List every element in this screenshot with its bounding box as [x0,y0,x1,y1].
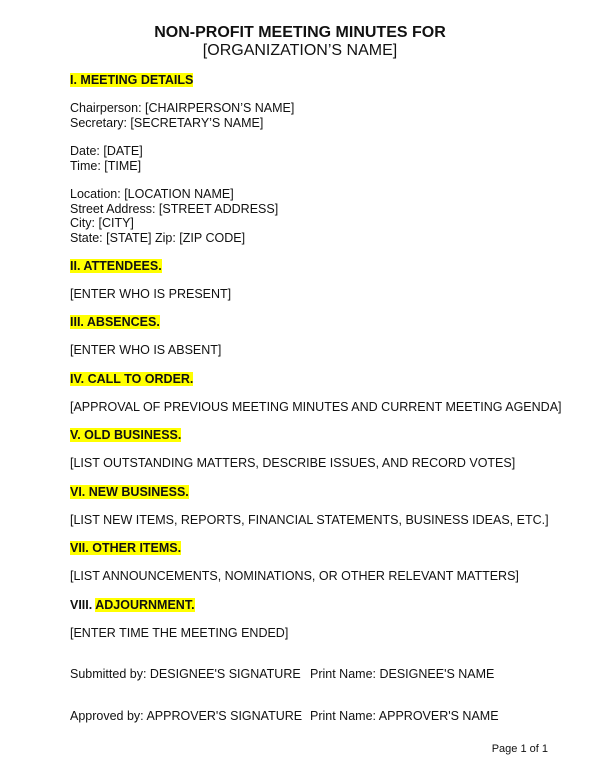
call-to-order-body: [APPROVAL OF PREVIOUS MEETING MINUTES AND CURRENT MEETING AGENDA] [70,400,562,414]
heading-other-items: VII. OTHER ITEMS. [70,541,182,555]
heading-call-to-order: IV. CALL TO ORDER. [70,372,194,386]
other-items-body: [LIST ANNOUNCEMENTS, NOMINATIONS, OR OTHER RELEVANT MATTERS] [70,569,519,583]
old-business-body: [LIST OUTSTANDING MATTERS, DESCRIBE ISSUES, AND RECORD VOTES] [70,456,516,470]
state-zip-line: State: [STATE] Zip: [ZIP CODE] [70,231,246,245]
heading-old-business: V. OLD BUSINESS. [70,428,182,442]
new-business-body: [LIST NEW ITEMS, REPORTS, FINANCIAL STATEMENTS, BUSINESS IDEAS, ETC.] [70,513,549,527]
submitted-by-signature: Submitted by: DESIGNEE'S SIGNATURE [70,667,301,681]
date-line: Date: [DATE] [70,144,143,158]
heading-attendees: II. ATTENDEES. [70,259,162,273]
adjournment-body: [ENTER TIME THE MEETING ENDED] [70,626,289,640]
page-number: Page 1 of 1 [491,743,548,755]
document-title: NON-PROFIT MEETING MINUTES FOR [154,24,446,41]
city-line: City: [CITY] [70,216,134,230]
heading-adjournment: VIII. ADJOURNMENT. [70,598,195,612]
location-line: Location: [LOCATION NAME] [70,187,234,201]
absences-body: [ENTER WHO IS ABSENT] [70,343,222,357]
street-address-line: Street Address: [STREET ADDRESS] [70,202,279,216]
approved-by-signature: Approved by: APPROVER'S SIGNATURE [70,709,303,723]
attendees-body: [ENTER WHO IS PRESENT] [70,287,232,301]
approved-print-name: Print Name: APPROVER'S NAME [310,709,499,723]
chairperson-line: Chairperson: [CHAIRPERSON’S NAME] [70,101,295,115]
heading-new-business: VI. NEW BUSINESS. [70,485,189,499]
heading-meeting-details: I. MEETING DETAILS [70,73,194,87]
submitted-print-name: Print Name: DESIGNEE'S NAME [310,667,495,681]
heading-absences: III. ABSENCES. [70,315,160,329]
time-line: Time: [TIME] [70,159,142,173]
organization-name: [ORGANIZATION’S NAME] [202,42,398,59]
secretary-line: Secretary: [SECRETARY’S NAME] [70,116,264,130]
